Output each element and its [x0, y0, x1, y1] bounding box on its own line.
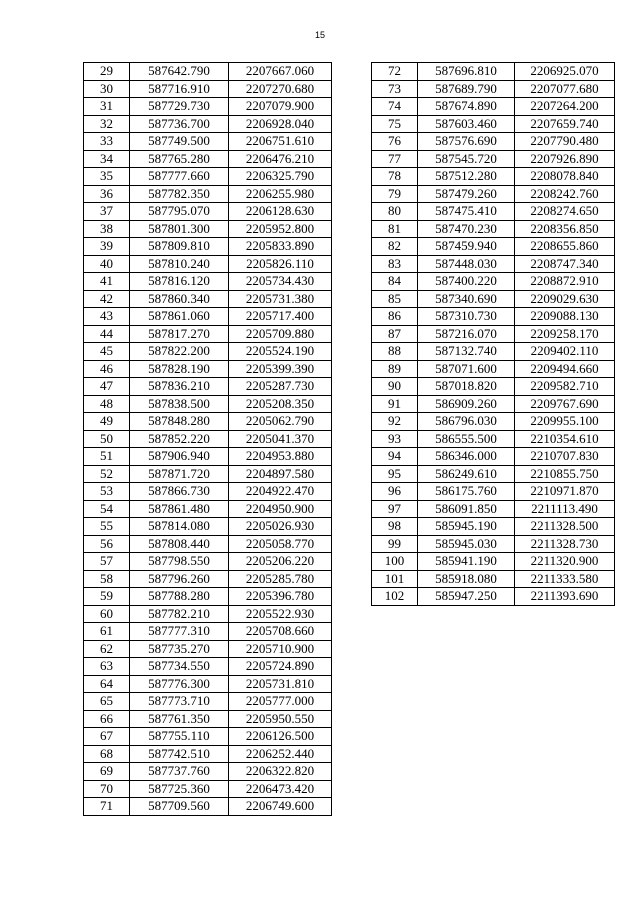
table-row: [84, 185, 332, 203]
coordinate-x-cell: 587749.500: [130, 133, 229, 151]
point-number-cell: 46: [84, 360, 130, 378]
point-number-cell: 84: [372, 273, 418, 291]
coordinate-y-cell: 2207659.740: [515, 115, 615, 133]
coordinate-x-cell: 587340.690: [418, 290, 515, 308]
point-number-cell: 67: [84, 728, 130, 746]
point-number-cell: 39: [84, 238, 130, 256]
table-row: [372, 255, 615, 273]
table-row: [84, 395, 332, 413]
coordinate-x-cell: 585947.250: [418, 588, 515, 606]
coordinate-y-cell: 2208274.650: [515, 203, 615, 221]
coordinate-y-cell: 2205062.790: [229, 413, 332, 431]
coordinate-y-cell: 2205731.810: [229, 675, 332, 693]
coordinate-x-cell: 587852.220: [130, 430, 229, 448]
table-row: [372, 115, 615, 133]
point-number-cell: 74: [372, 98, 418, 116]
coordinate-y-cell: 2206749.600: [229, 798, 332, 816]
coordinate-x-cell: 587725.360: [130, 780, 229, 798]
point-number-cell: 53: [84, 483, 130, 501]
coordinate-x-cell: 587828.190: [130, 360, 229, 378]
coordinate-y-cell: 2205734.430: [229, 273, 332, 291]
point-number-cell: 77: [372, 150, 418, 168]
coordinate-y-cell: 2211113.490: [515, 500, 615, 518]
coordinate-y-cell: 2211333.580: [515, 570, 615, 588]
coordinate-x-cell: 587729.730: [130, 98, 229, 116]
coordinate-y-cell: 2207079.900: [229, 98, 332, 116]
coordinate-y-cell: 2209258.170: [515, 325, 615, 343]
coordinate-y-cell: 2205717.400: [229, 308, 332, 326]
coordinate-y-cell: 2205206.220: [229, 553, 332, 571]
table-row: [84, 343, 332, 361]
coordinate-y-cell: 2205952.800: [229, 220, 332, 238]
coordinate-x-cell: 586555.500: [418, 430, 515, 448]
coordinate-y-cell: 2207077.680: [515, 80, 615, 98]
table-row: [84, 273, 332, 291]
table-row: [84, 763, 332, 781]
table-row: [84, 325, 332, 343]
coordinate-y-cell: 2205777.000: [229, 693, 332, 711]
point-number-cell: 93: [372, 430, 418, 448]
coordinate-x-cell: 587860.340: [130, 290, 229, 308]
point-number-cell: 70: [84, 780, 130, 798]
table-row: [84, 728, 332, 746]
point-number-cell: 38: [84, 220, 130, 238]
coordinate-x-cell: 587716.910: [130, 80, 229, 98]
coordinate-y-cell: 2211328.730: [515, 535, 615, 553]
table-row: [372, 378, 615, 396]
coordinate-x-cell: 587576.690: [418, 133, 515, 151]
coordinate-x-cell: 587765.280: [130, 150, 229, 168]
coordinate-x-cell: 587866.730: [130, 483, 229, 501]
table-row: [372, 553, 615, 571]
point-number-cell: 82: [372, 238, 418, 256]
point-number-cell: 75: [372, 115, 418, 133]
coordinate-y-cell: 2208655.860: [515, 238, 615, 256]
table-row: [84, 448, 332, 466]
point-number-cell: 61: [84, 623, 130, 641]
table-row: [372, 63, 615, 81]
coordinate-x-cell: 587816.120: [130, 273, 229, 291]
table-row: [84, 658, 332, 676]
table-row: [84, 500, 332, 518]
coordinate-y-cell: 2205724.890: [229, 658, 332, 676]
table-row: [84, 115, 332, 133]
coordinate-y-cell: 2205950.550: [229, 710, 332, 728]
point-number-cell: 57: [84, 553, 130, 571]
coordinate-x-cell: 587470.230: [418, 220, 515, 238]
coordinate-x-cell: 587689.790: [418, 80, 515, 98]
point-number-cell: 58: [84, 570, 130, 588]
point-number-cell: 62: [84, 640, 130, 658]
coordinate-y-cell: 2206128.630: [229, 203, 332, 221]
point-number-cell: 48: [84, 395, 130, 413]
coordinate-y-cell: 2209767.690: [515, 395, 615, 413]
table-row: [84, 518, 332, 536]
coordinate-y-cell: 2209955.100: [515, 413, 615, 431]
point-number-cell: 87: [372, 325, 418, 343]
point-number-cell: 56: [84, 535, 130, 553]
table-row: [84, 483, 332, 501]
table-row: [84, 623, 332, 641]
coordinate-y-cell: 2205708.660: [229, 623, 332, 641]
coordinate-x-cell: 587782.210: [130, 605, 229, 623]
coordinate-x-cell: 587071.600: [418, 360, 515, 378]
point-number-cell: 41: [84, 273, 130, 291]
point-number-cell: 55: [84, 518, 130, 536]
point-number-cell: 85: [372, 290, 418, 308]
coordinate-x-cell: 587795.070: [130, 203, 229, 221]
coordinate-y-cell: 2205041.370: [229, 430, 332, 448]
coordinate-x-cell: 585945.190: [418, 518, 515, 536]
table-row: [372, 133, 615, 151]
point-number-cell: 43: [84, 308, 130, 326]
coordinate-x-cell: 587479.260: [418, 185, 515, 203]
point-number-cell: 30: [84, 80, 130, 98]
coordinate-x-cell: 587475.410: [418, 203, 515, 221]
coordinate-y-cell: 2205710.900: [229, 640, 332, 658]
table-row: [84, 588, 332, 606]
coordinate-x-cell: 587761.350: [130, 710, 229, 728]
table-row: [372, 98, 615, 116]
coordinate-y-cell: 2205731.380: [229, 290, 332, 308]
table-row: [372, 360, 615, 378]
point-number-cell: 91: [372, 395, 418, 413]
table-row: [84, 238, 332, 256]
table-row: [84, 465, 332, 483]
point-number-cell: 98: [372, 518, 418, 536]
coordinate-x-cell: 587796.260: [130, 570, 229, 588]
point-number-cell: 51: [84, 448, 130, 466]
coordinate-y-cell: 2210971.870: [515, 483, 615, 501]
coordinate-y-cell: 2205058.770: [229, 535, 332, 553]
table-row: [372, 395, 615, 413]
coordinate-y-cell: 2205826.110: [229, 255, 332, 273]
point-number-cell: 47: [84, 378, 130, 396]
coordinate-x-cell: 587809.810: [130, 238, 229, 256]
point-number-cell: 29: [84, 63, 130, 81]
coordinate-x-cell: 587132.740: [418, 343, 515, 361]
coordinate-y-cell: 2211328.500: [515, 518, 615, 536]
coordinate-x-cell: 587861.060: [130, 308, 229, 326]
point-number-cell: 34: [84, 150, 130, 168]
coordinate-y-cell: 2207926.890: [515, 150, 615, 168]
table-row: [372, 308, 615, 326]
coordinate-y-cell: 2206126.500: [229, 728, 332, 746]
coordinate-y-cell: 2209494.660: [515, 360, 615, 378]
table-row: [372, 448, 615, 466]
coordinate-x-cell: 586796.030: [418, 413, 515, 431]
point-number-cell: 37: [84, 203, 130, 221]
coordinate-y-cell: 2208078.840: [515, 168, 615, 186]
table-row: [372, 150, 615, 168]
coordinates-table-right: [371, 62, 615, 606]
coordinate-x-cell: 587836.210: [130, 378, 229, 396]
coordinate-y-cell: 2206325.790: [229, 168, 332, 186]
point-number-cell: 94: [372, 448, 418, 466]
coordinate-y-cell: 2205833.890: [229, 238, 332, 256]
point-number-cell: 45: [84, 343, 130, 361]
table-row: [84, 693, 332, 711]
point-number-cell: 100: [372, 553, 418, 571]
coordinate-x-cell: 587755.110: [130, 728, 229, 746]
point-number-cell: 35: [84, 168, 130, 186]
coordinate-x-cell: 587782.350: [130, 185, 229, 203]
coordinate-y-cell: 2206925.070: [515, 63, 615, 81]
point-number-cell: 83: [372, 255, 418, 273]
coordinate-x-cell: 587777.660: [130, 168, 229, 186]
coordinate-y-cell: 2205709.880: [229, 325, 332, 343]
table-row: [372, 203, 615, 221]
coordinate-y-cell: 2210707.830: [515, 448, 615, 466]
point-number-cell: 90: [372, 378, 418, 396]
table-row: [84, 168, 332, 186]
point-number-cell: 63: [84, 658, 130, 676]
table-row: [84, 640, 332, 658]
coordinate-x-cell: 586249.610: [418, 465, 515, 483]
coordinate-x-cell: 587798.550: [130, 553, 229, 571]
coordinate-y-cell: 2206751.610: [229, 133, 332, 151]
table-row: [372, 343, 615, 361]
point-number-cell: 95: [372, 465, 418, 483]
coordinate-x-cell: 587810.240: [130, 255, 229, 273]
table-row: [84, 553, 332, 571]
coordinate-y-cell: 2204953.880: [229, 448, 332, 466]
coordinate-y-cell: 2207264.200: [515, 98, 615, 116]
coordinate-y-cell: 2209088.130: [515, 308, 615, 326]
point-number-cell: 33: [84, 133, 130, 151]
coordinate-y-cell: 2206255.980: [229, 185, 332, 203]
table-row: [84, 220, 332, 238]
table-row: [84, 98, 332, 116]
coordinate-y-cell: 2211320.900: [515, 553, 615, 571]
table-row: [372, 185, 615, 203]
point-number-cell: 76: [372, 133, 418, 151]
table-row: [372, 220, 615, 238]
point-number-cell: 59: [84, 588, 130, 606]
coordinate-x-cell: 587773.710: [130, 693, 229, 711]
point-number-cell: 60: [84, 605, 130, 623]
table-row: [372, 588, 615, 606]
point-number-cell: 81: [372, 220, 418, 238]
point-number-cell: 40: [84, 255, 130, 273]
table-row: [84, 360, 332, 378]
point-number-cell: 50: [84, 430, 130, 448]
coordinate-y-cell: 2210855.750: [515, 465, 615, 483]
coordinate-x-cell: 587642.790: [130, 63, 229, 81]
point-number-cell: 68: [84, 745, 130, 763]
table-row: [372, 535, 615, 553]
coordinate-y-cell: 2204950.900: [229, 500, 332, 518]
coordinate-x-cell: 587735.270: [130, 640, 229, 658]
table-row: [372, 168, 615, 186]
coordinate-x-cell: 587709.560: [130, 798, 229, 816]
coordinate-y-cell: 2206473.420: [229, 780, 332, 798]
table-row: [84, 430, 332, 448]
point-number-cell: 89: [372, 360, 418, 378]
table-row: [372, 290, 615, 308]
coordinate-y-cell: 2208747.340: [515, 255, 615, 273]
coordinate-y-cell: 2209402.110: [515, 343, 615, 361]
coordinate-y-cell: 2205287.730: [229, 378, 332, 396]
table-row: [84, 710, 332, 728]
point-number-cell: 97: [372, 500, 418, 518]
point-number-cell: 49: [84, 413, 130, 431]
coordinate-x-cell: 587448.030: [418, 255, 515, 273]
coordinate-y-cell: 2208242.760: [515, 185, 615, 203]
coordinate-x-cell: 587861.480: [130, 500, 229, 518]
table-row: [84, 63, 332, 81]
coordinate-y-cell: 2206322.820: [229, 763, 332, 781]
table-row: [84, 675, 332, 693]
coordinate-x-cell: 587736.700: [130, 115, 229, 133]
coordinate-x-cell: 587545.720: [418, 150, 515, 168]
coordinate-x-cell: 587822.200: [130, 343, 229, 361]
point-number-cell: 86: [372, 308, 418, 326]
point-number-cell: 72: [372, 63, 418, 81]
table-row: [372, 518, 615, 536]
point-number-cell: 71: [84, 798, 130, 816]
table-row: [372, 430, 615, 448]
coordinate-x-cell: 585945.030: [418, 535, 515, 553]
coordinate-x-cell: 586091.850: [418, 500, 515, 518]
point-number-cell: 99: [372, 535, 418, 553]
table-row: [84, 413, 332, 431]
table-row: [84, 570, 332, 588]
coordinate-x-cell: 587777.310: [130, 623, 229, 641]
coordinate-y-cell: 2208872.910: [515, 273, 615, 291]
coordinate-y-cell: 2204922.470: [229, 483, 332, 501]
coordinate-x-cell: 587817.270: [130, 325, 229, 343]
point-number-cell: 102: [372, 588, 418, 606]
table-row: [372, 465, 615, 483]
point-number-cell: 92: [372, 413, 418, 431]
table-row: [372, 570, 615, 588]
coordinate-y-cell: 2207790.480: [515, 133, 615, 151]
coordinate-x-cell: 586346.000: [418, 448, 515, 466]
coordinate-x-cell: 587776.300: [130, 675, 229, 693]
point-number-cell: 80: [372, 203, 418, 221]
point-number-cell: 88: [372, 343, 418, 361]
coordinate-x-cell: 585941.190: [418, 553, 515, 571]
point-number-cell: 96: [372, 483, 418, 501]
coordinate-y-cell: 2205026.930: [229, 518, 332, 536]
coordinate-y-cell: 2207667.060: [229, 63, 332, 81]
table-row: [84, 780, 332, 798]
point-number-cell: 69: [84, 763, 130, 781]
coordinate-x-cell: 587603.460: [418, 115, 515, 133]
point-number-cell: 54: [84, 500, 130, 518]
table-row: [84, 535, 332, 553]
page-number: 15: [314, 30, 325, 40]
point-number-cell: 66: [84, 710, 130, 728]
coordinate-x-cell: 587871.720: [130, 465, 229, 483]
coordinate-x-cell: 587512.280: [418, 168, 515, 186]
table-row: [84, 255, 332, 273]
coordinate-y-cell: 2205399.390: [229, 360, 332, 378]
coordinate-y-cell: 2208356.850: [515, 220, 615, 238]
coordinate-x-cell: 587848.280: [130, 413, 229, 431]
table-row: [372, 80, 615, 98]
coordinate-x-cell: 585918.080: [418, 570, 515, 588]
point-number-cell: 44: [84, 325, 130, 343]
table-row: [372, 238, 615, 256]
table-row: [84, 203, 332, 221]
coordinate-y-cell: 2205285.780: [229, 570, 332, 588]
coordinate-x-cell: 587400.220: [418, 273, 515, 291]
table-row: [84, 150, 332, 168]
coordinate-y-cell: 2207270.680: [229, 80, 332, 98]
table-row: [372, 500, 615, 518]
point-number-cell: 65: [84, 693, 130, 711]
coordinate-x-cell: 586175.760: [418, 483, 515, 501]
coordinate-x-cell: 587737.760: [130, 763, 229, 781]
coordinate-y-cell: 2209029.630: [515, 290, 615, 308]
coordinate-x-cell: 587838.500: [130, 395, 229, 413]
point-number-cell: 52: [84, 465, 130, 483]
point-number-cell: 78: [372, 168, 418, 186]
coordinate-x-cell: 587788.280: [130, 588, 229, 606]
table-row: [84, 133, 332, 151]
table-row: [372, 273, 615, 291]
coordinate-y-cell: 2205208.350: [229, 395, 332, 413]
coordinate-y-cell: 2205524.190: [229, 343, 332, 361]
point-number-cell: 42: [84, 290, 130, 308]
coordinate-y-cell: 2205522.930: [229, 605, 332, 623]
coordinate-y-cell: 2206928.040: [229, 115, 332, 133]
coordinate-x-cell: 587906.940: [130, 448, 229, 466]
coordinate-y-cell: 2209582.710: [515, 378, 615, 396]
point-number-cell: 73: [372, 80, 418, 98]
coordinate-x-cell: 587734.550: [130, 658, 229, 676]
coordinate-x-cell: 586909.260: [418, 395, 515, 413]
coordinate-x-cell: 587310.730: [418, 308, 515, 326]
coordinate-y-cell: 2211393.690: [515, 588, 615, 606]
coordinate-x-cell: 587801.300: [130, 220, 229, 238]
coordinate-y-cell: 2210354.610: [515, 430, 615, 448]
table-row: [84, 308, 332, 326]
coordinate-x-cell: 587814.080: [130, 518, 229, 536]
coordinate-x-cell: 587674.890: [418, 98, 515, 116]
coordinate-y-cell: 2204897.580: [229, 465, 332, 483]
coordinates-table-left: [83, 62, 332, 816]
point-number-cell: 36: [84, 185, 130, 203]
table-row: [84, 605, 332, 623]
table-row: [84, 290, 332, 308]
table-row: [84, 798, 332, 816]
point-number-cell: 101: [372, 570, 418, 588]
table-row: [372, 413, 615, 431]
table-row: [372, 483, 615, 501]
coordinate-x-cell: 587018.820: [418, 378, 515, 396]
coordinate-x-cell: 587742.510: [130, 745, 229, 763]
point-number-cell: 32: [84, 115, 130, 133]
coordinate-y-cell: 2206476.210: [229, 150, 332, 168]
coordinate-x-cell: 587459.940: [418, 238, 515, 256]
point-number-cell: 79: [372, 185, 418, 203]
table-row: [372, 325, 615, 343]
coordinate-x-cell: 587808.440: [130, 535, 229, 553]
coordinate-x-cell: 587696.810: [418, 63, 515, 81]
point-number-cell: 31: [84, 98, 130, 116]
table-row: [84, 378, 332, 396]
coordinate-y-cell: 2206252.440: [229, 745, 332, 763]
coordinate-x-cell: 587216.070: [418, 325, 515, 343]
table-row: [84, 745, 332, 763]
coordinate-y-cell: 2205396.780: [229, 588, 332, 606]
table-row: [84, 80, 332, 98]
point-number-cell: 64: [84, 675, 130, 693]
